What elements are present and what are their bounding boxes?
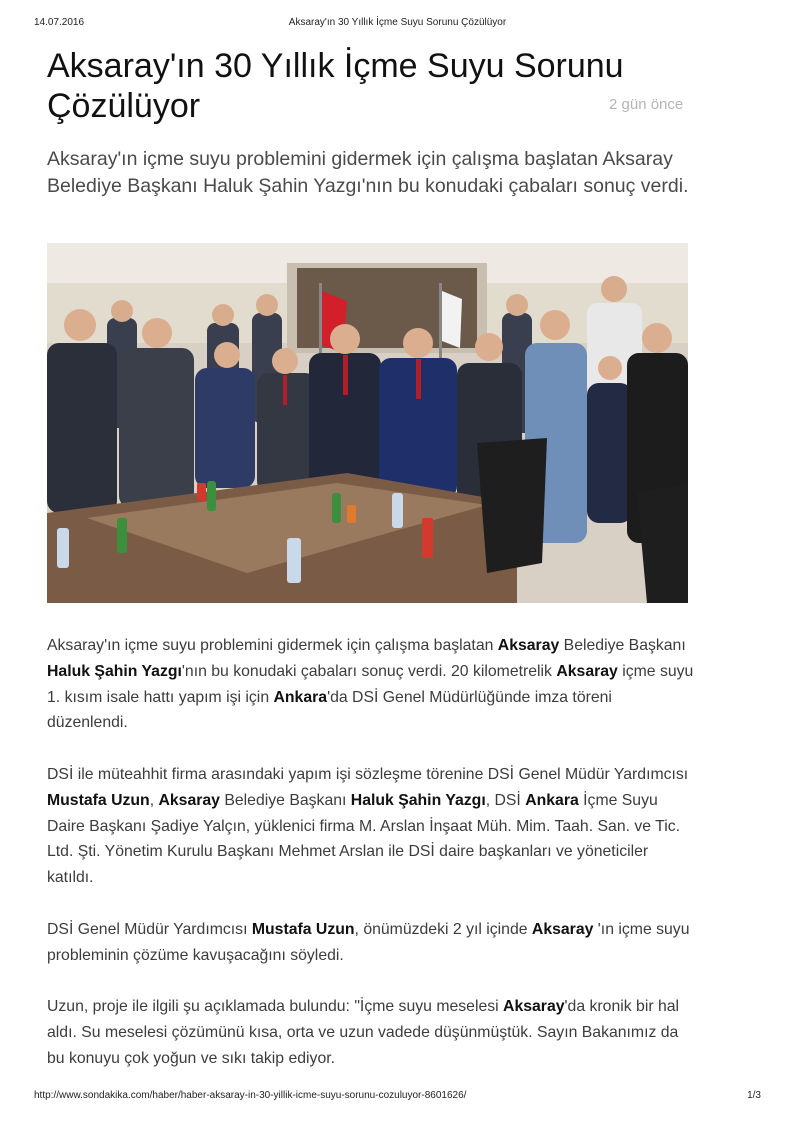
print-header bbox=[34, 17, 761, 31]
text-run: Belediye Başkanı bbox=[559, 637, 686, 654]
bold-run: Aksaray bbox=[158, 791, 220, 809]
bold-run: Aksaray bbox=[497, 637, 560, 654]
body-paragraph bbox=[47, 762, 697, 891]
body-paragraph bbox=[47, 917, 697, 969]
group-photo-image bbox=[47, 243, 688, 603]
print-page-number: 1/3 bbox=[747, 1090, 761, 1101]
bold-run: Aksaray bbox=[556, 662, 618, 680]
text-run: Belediye Başkanı bbox=[219, 791, 351, 809]
text-run: 'da DSİ Genel Müdürlüğünde imza töreni düzenlendi. bbox=[47, 688, 612, 732]
text-run: 'nın bu konudaki çabaları sonuç verdi. 20 kilometrelik bbox=[181, 662, 557, 680]
bold-run: Haluk Şahin Yazgı bbox=[350, 791, 486, 809]
text-run: 'da kronik bir hal aldı. Su meselesi çözümünü kısa, orta ve uzun vadede düşünmüştük. Sayın Bakanımız da bu konuyu çok yoğun ve sıkı takip ediyor. bbox=[47, 998, 680, 1067]
text-run: Aksaray'ın içme suyu problemini gidermek için çalışma başlatan bbox=[47, 637, 498, 654]
text-run: Uzun, proje ile ilgili şu açıklamada bulundu: "İçme suyu meselesi bbox=[47, 998, 504, 1016]
article-title: Aksaray'ın 30 Yıllık İçme Suyu Sorunu Çözülüyor bbox=[47, 47, 624, 125]
text-run: DSİ Genel Müdür Yardımcısı bbox=[47, 920, 252, 938]
print-page-title: Aksaray'ın 30 Yıllık İçme Suyu Sorunu Çözülüyor bbox=[288, 17, 507, 28]
bold-run: Aksaray bbox=[531, 920, 594, 938]
print-footer-url[interactable]: http://www.sondakika.com/haber/haber-aksaray-in-30-yillik-icme-suyu-sorunu-cozuluyor-8601626/ bbox=[34, 1090, 467, 1101]
bold-run: Ankara bbox=[525, 791, 579, 809]
bold-run: Mustafa Uzun bbox=[251, 920, 355, 938]
bold-run: Aksaray bbox=[503, 998, 565, 1016]
bold-run: Mustafa Uzun bbox=[47, 791, 150, 809]
body-paragraph bbox=[47, 633, 697, 736]
text-run: içme suyu 1. kısım isale hattı yapım işi için bbox=[47, 662, 694, 706]
article-lead: Aksaray'ın içme suyu problemini gidermek için çalışma başlatan Aksaray Belediye Başkanı Haluk Şahin Yazgı'nın bu konudaki çabaları sonuç verdi. bbox=[47, 148, 689, 197]
text-run: DSİ ile müteahhit firma arasındaki yapım işi sözleşme törenine DSİ Genel Müdür Yardımcısı bbox=[47, 765, 689, 783]
article-photo bbox=[47, 243, 688, 603]
body-paragraph bbox=[47, 994, 697, 1071]
print-footer bbox=[34, 1090, 761, 1104]
bold-run: Haluk Şahin Yazgı bbox=[47, 662, 182, 680]
text-run: , bbox=[149, 791, 159, 809]
print-date: 14.07.2016 bbox=[34, 17, 85, 28]
text-run: 'ın içme suyu probleminin çözüme kavuşacağını söyledi. bbox=[47, 920, 690, 964]
text-run: , önümüzdeki 2 yıl içinde bbox=[354, 920, 532, 938]
text-run: , DSİ bbox=[485, 791, 526, 809]
text-run: İçme Suyu Daire Başkanı Şadiye Yalçın, yüklenici firma M. Arslan İnşaat Müh. Mim. Taah. San. ve Tic. Ltd. Şti. Yönetim Kurulu Başkanı Mehmet Arslan ile DSİ daire başkanları ve yöneticiler katıldı. bbox=[47, 791, 681, 887]
article-time-ago: 2 gün önce bbox=[609, 96, 684, 113]
article-body bbox=[47, 633, 697, 1097]
bold-run: Ankara bbox=[273, 688, 328, 706]
